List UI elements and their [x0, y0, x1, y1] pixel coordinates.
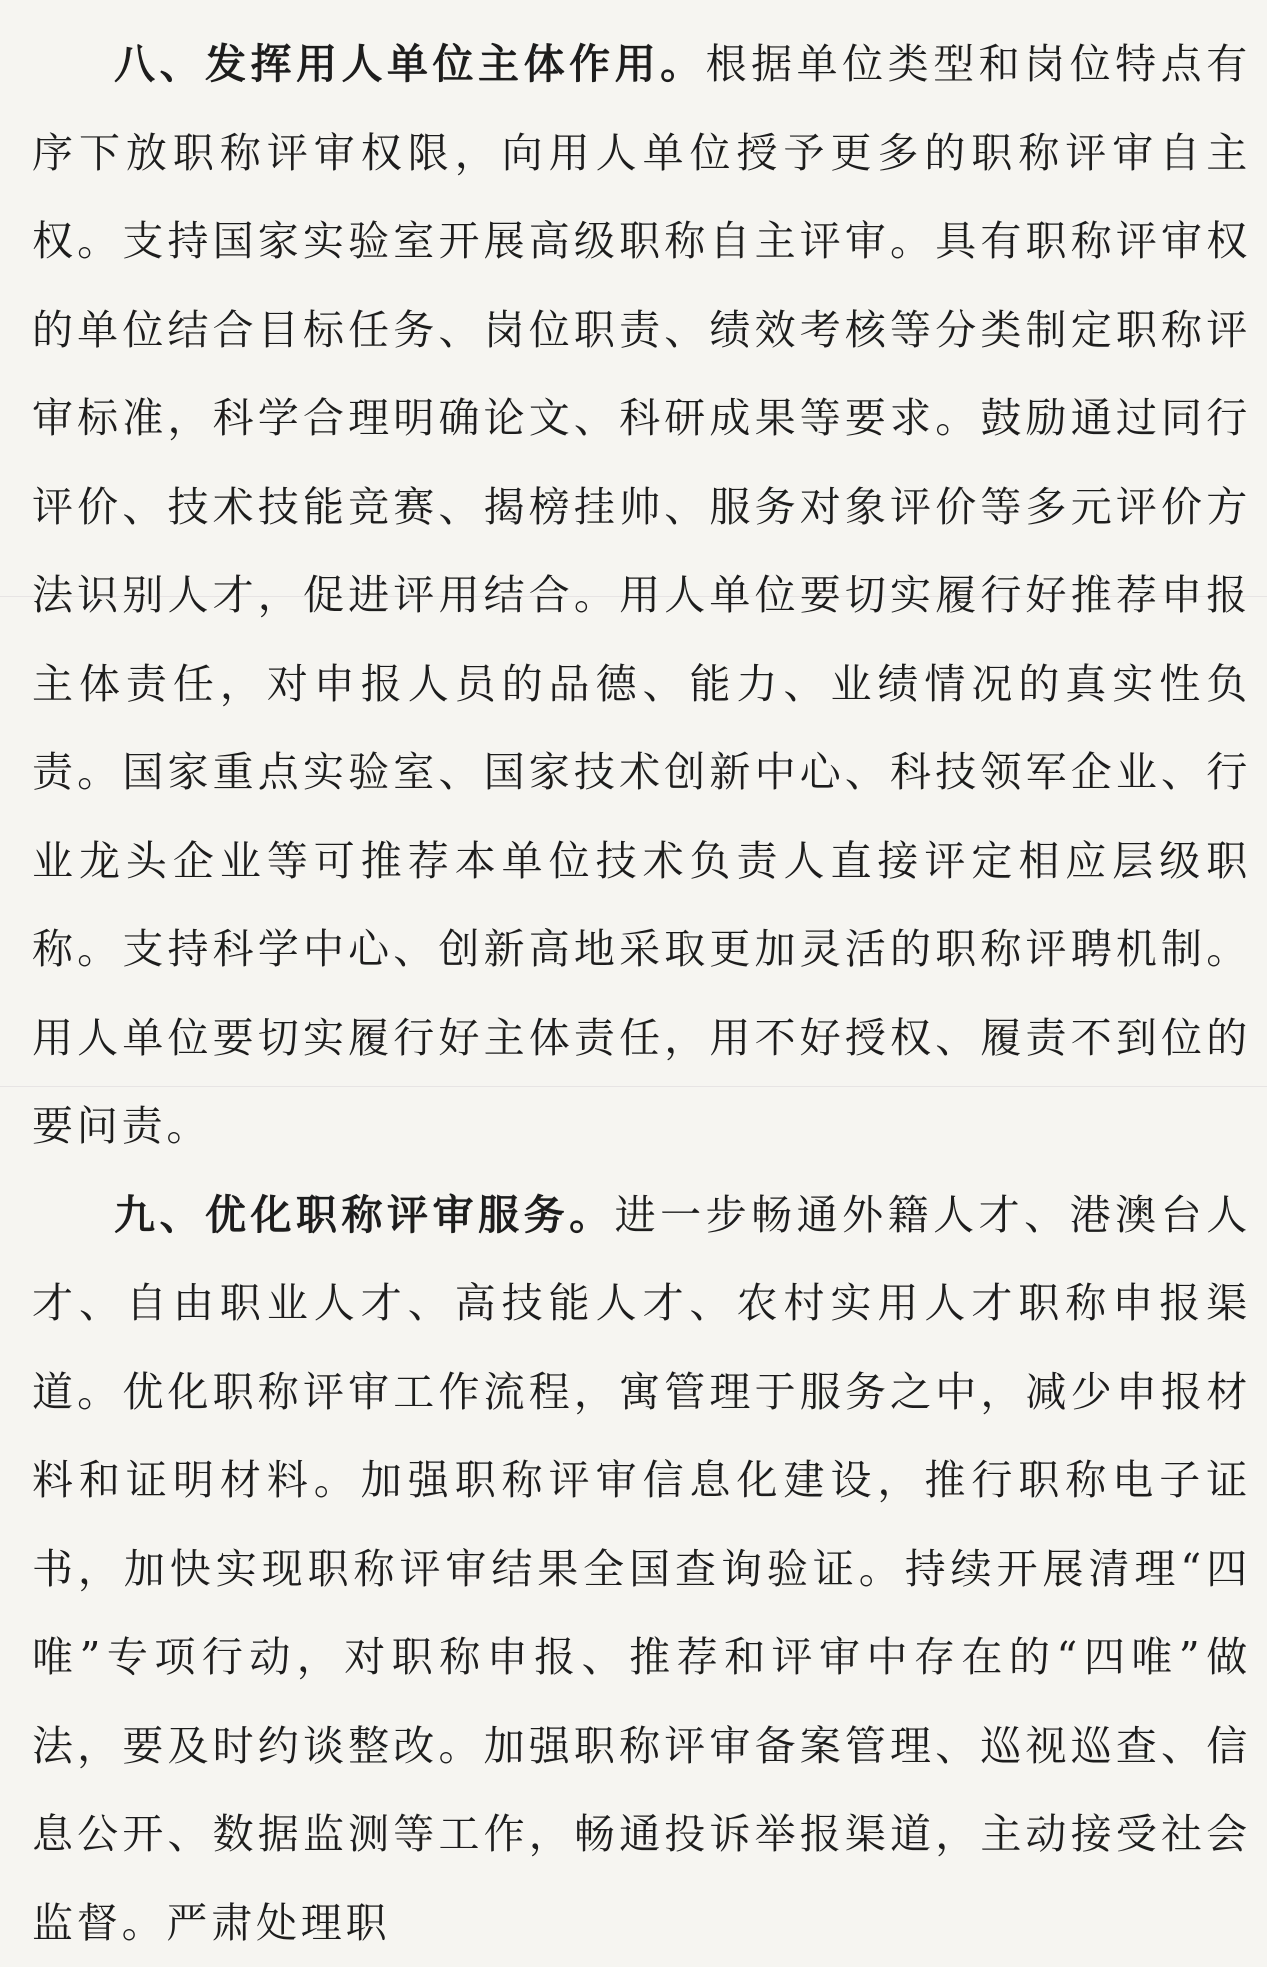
scan-artifact-line: [0, 596, 1267, 597]
section-8-body: 根据单位类型和岗位特点有序下放职称评审权限，向用人单位授予更多的职称评审自主权。支持国家实验室开展高级职称自主评审。具有职称评审权的单位结合目标任务、岗位职责、绩效考核等分类制定职称评审标准，科学合理明确论文、科研成果等要求。鼓励通过同行评价、技术技能竞赛、揭榜挂帅、服务对象评价等多元评价方法识别人才，促进评用结合。用人单位要切实履行好推荐申报主体责任，对申报人员的品德、能力、业绩情况的真实性负责。国家重点实验室、国家技术创新中心、科技领军企业、行业龙头企业等可推荐本单位技术负责人直接评定相应层级职称。支持科学中心、创新高地采取更加灵活的职称评聘机制。用人单位要切实履行好主体责任，用不好授权、履责不到位的要问责。: [32, 40, 1251, 1150]
paragraph-section-9: [32, 1171, 1251, 1967]
section-9-heading: 九、优化职称评审服务。: [114, 1191, 615, 1239]
scan-artifact-line: [0, 1086, 1267, 1087]
section-9-body: 进一步畅通外籍人才、港澳台人才、自由职业人才、高技能人才、农村实用人才职称申报渠道。优化职称评审工作流程，寓管理于服务之中，减少申报材料和证明材料。加强职称评审信息化建设，推行职称电子证书，加快实现职称评审结果全国查询验证。持续开展清理“四唯”专项行动，对职称申报、推荐和评审中存在的“四唯”做法，要及时约谈整改。加强职称评审备案管理、巡视巡查、信息公开、数据监测等工作，畅通投诉举报渠道，主动接受社会监督。严肃处理职: [32, 1191, 1251, 1947]
section-8-heading: 八、发挥用人单位主体作用。: [114, 40, 706, 88]
